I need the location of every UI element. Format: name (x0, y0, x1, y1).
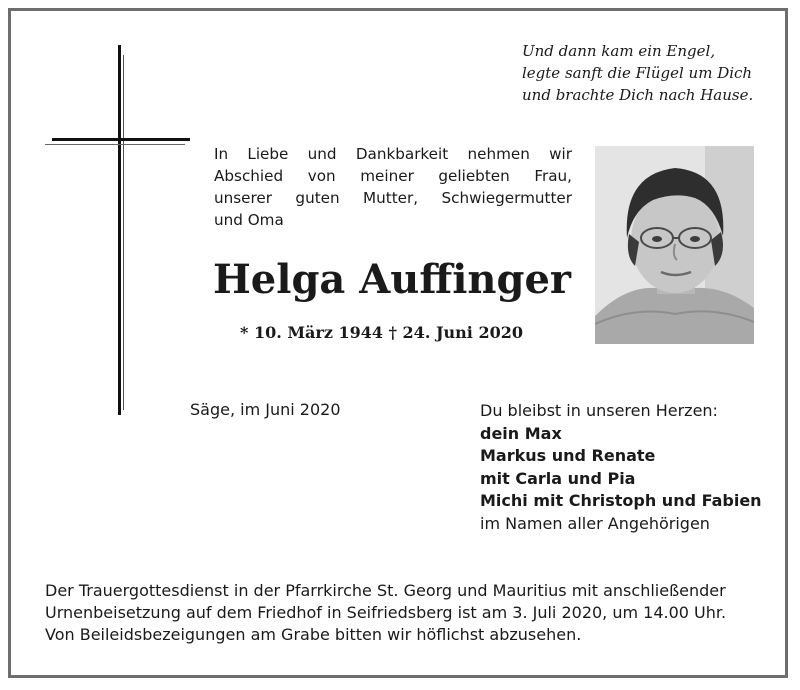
life-dates: * 10. März 1944 † 24. Juni 2020 (240, 323, 523, 342)
place-and-date: Säge, im Juni 2020 (190, 400, 341, 419)
intro-line: Abschied von meiner geliebten Frau, (214, 167, 572, 185)
portrait-photo-graphic (595, 146, 754, 344)
portrait-photo (595, 146, 754, 344)
poem-line: Und dann kam ein Engel, (522, 42, 716, 60)
intro-line: und Oma (214, 211, 284, 229)
family-member: dein Max (480, 423, 562, 443)
cross-vertical-shadow (123, 55, 124, 410)
cross-horizontal-shadow (45, 144, 185, 145)
poem-line: legte sanft die Flügel um Dich (522, 64, 753, 82)
service-line: Der Trauergottesdienst in der Pfarrkirche St. Georg und Mauritius mit anschließender (45, 581, 726, 600)
cross-horizontal-bar (52, 138, 190, 141)
deceased-name: Helga Auffinger (213, 256, 571, 303)
service-info (45, 580, 755, 646)
family-intro: Du bleibst in unseren Herzen: (480, 401, 718, 420)
family-block (480, 400, 762, 535)
family-member: mit Carla und Pia (480, 468, 636, 488)
intro-line: In Liebe und Dankbarkeit nehmen wir (214, 145, 572, 163)
poem-line: und brachte Dich nach Hause. (522, 86, 754, 104)
service-line: Urnenbeisetzung auf dem Friedhof in Seifriedsberg ist am 3. Juli 2020, um 14.00 Uhr. (45, 603, 727, 622)
cross-vertical-bar (118, 45, 121, 415)
poem (522, 40, 772, 106)
family-closing: im Namen aller Angehörigen (480, 513, 710, 533)
intro-text (214, 143, 572, 231)
family-member: Markus und Renate (480, 446, 656, 465)
service-line: Von Beileidsbezeigungen am Grabe bitten wir höflichst abzusehen. (45, 625, 582, 644)
family-member: Michi mit Christoph und Fabien (480, 491, 762, 510)
intro-line: unserer guten Mutter, Schwiegermutter (214, 189, 572, 207)
